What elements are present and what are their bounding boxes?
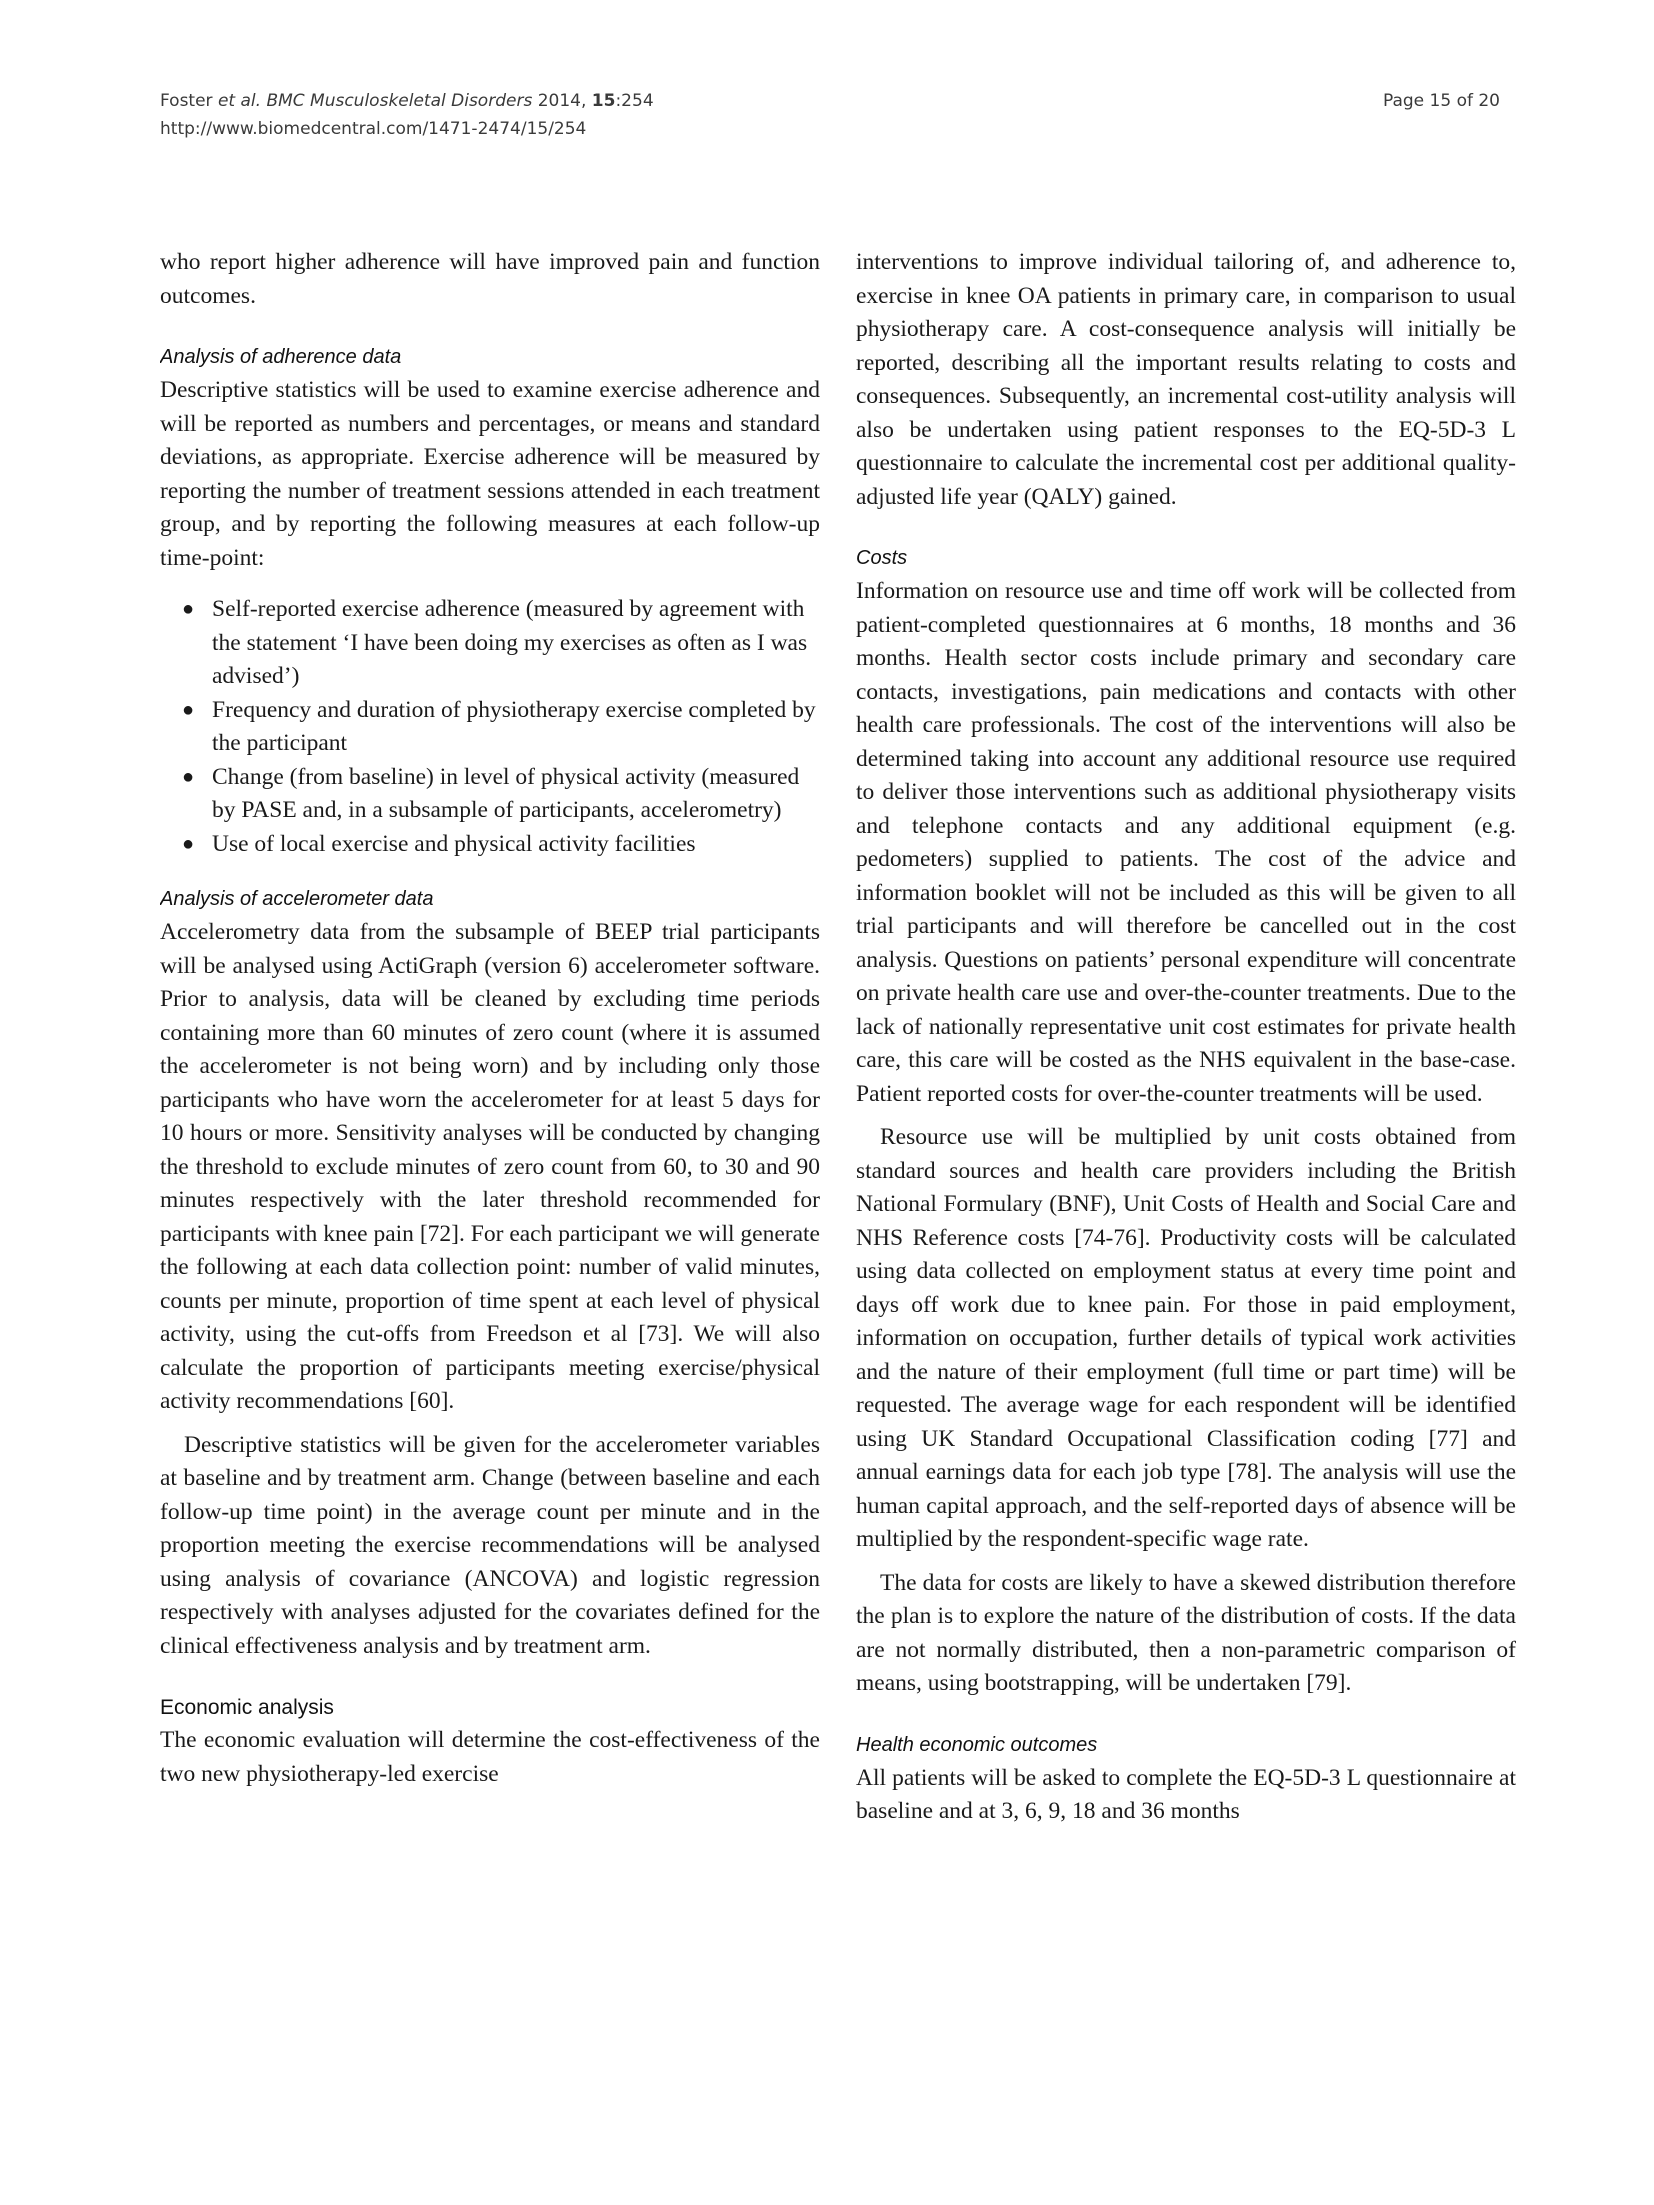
subheading-costs: Costs (856, 547, 908, 569)
paragraph-economic: The economic evaluation will determine the cost-effectiveness of the two new physiotherapy-led exercise (160, 1727, 820, 1787)
citation-authors: Foster (160, 91, 213, 111)
citation-article: :254 (615, 91, 654, 111)
bullet-icon: ● (182, 765, 195, 788)
list-item (182, 694, 820, 761)
paragraph-health-economic: All patients will be asked to complete the EQ-5D-3 L questionnaire at baseline and at 3, 6, 9, 18 and 36 months (856, 1764, 1516, 1824)
citation-volume: 15 (591, 91, 616, 111)
paragraph-adherence: Descriptive statistics will be used to examine exercise adherence and will be reported as numbers and percentages, or means and standard deviations, as appropriate. Exercise adherence will be measured by reporting the number of treatment sessions attended in each treatment group, and by reporting the following measures at each follow-up time-point: (160, 377, 820, 571)
subheading-health-economic-outcomes: Health economic outcomes (856, 1733, 1098, 1756)
list-item (182, 828, 820, 862)
citation-year: 2014, (537, 91, 587, 111)
subheading-accelerometer: Analysis of accelerometer data (160, 888, 434, 910)
paragraph-costs-2: Resource use will be multiplied by unit costs obtained from standard sources and health care providers including the British National Formulary (BNF), Unit Costs of Health and Social Care and NHS Reference costs [74-76]. Productivity costs will be calculated using data collected on employment status at every time point and days off work due to knee pain. For those in paid employment, information on occupation, further details of typical work activities and the nature of their employment (full time or part time) will be requested. The average wage for each respondent will be identified using UK Standard Occupational Classification coding [77] and annual earnings data for each job type [78]. The analysis will use the human capital approach, and the self-reported days of absence will be multiplied by the respondent-specific wage rate. (856, 1124, 1516, 1552)
paragraph-accelerometer-2: Descriptive statistics will be given for the accelerometer variables at baseline and by treatment arm. Change (between baseline and each follow-up time point) in the average count per minute and in the proportion meeting the exercise recommendations will be analysed using analysis of covariance (ANCOVA) and logistic regression respectively with analyses adjusted for the covariates defined for the clinical effectiveness analysis and by treatment arm. (160, 1431, 820, 1659)
paragraph-accelerometer-1: Accelerometry data from the subsample of BEEP trial participants will be analysed using ActiGraph (version 6) accelerometer software. Prior to analysis, data will be cleaned by excluding time periods containing more than 60 minutes of zero count (where it is assumed the accelerometer is not being worn) and by including only those participants who have worn the accelerometer for at least 5 days for 10 hours or more. Sensitivity analyses will be conducted by changing the threshold to exclude minutes of zero count from 60, to 30 and 90 minutes respectively with the later threshold recommended for participants with knee pain [72]. For each participant we will generate the following at each data collection point: number of valid minutes, counts per minute, proportion of time spent at each level of physical activity, using the cut-offs from Freedson et al [73]. We will also calculate the proportion of participants meeting exercise/physical activity recommendations [60]. (160, 919, 820, 1414)
right-column (856, 246, 1516, 2096)
running-header (160, 82, 1500, 146)
list-item-text: Self-reported exercise adherence (measured by agreement with the statement ‘I have been doing my exercises as often as I was advised’) (212, 596, 808, 689)
bullet-icon: ● (182, 698, 195, 721)
list-item-text: Change (from baseline) in level of physical activity (measured by PASE and, in a subsample of participants, accelerometry) (212, 763, 800, 823)
left-column (160, 246, 820, 2096)
subheading-adherence: Analysis of adherence data (160, 346, 402, 368)
paragraph-continued: who report higher adherence will have improved pain and function outcomes. (160, 249, 820, 309)
list-item-text: Use of local exercise and physical activity facilities (212, 830, 696, 857)
bullet-icon: ● (182, 832, 195, 855)
bullet-icon: ● (182, 598, 195, 620)
paragraph-economic-continued: interventions to improve individual tailoring of, and adherence to, exercise in knee OA patients in primary care, in comparison to usual physiotherapy care. A cost-consequence analysis will initially be reported, describing all the important results relating to costs and consequences. Subsequently, an incremental cost-utility analysis will also be undertaken using patient responses to the EQ-5D-3 L questionnaire to calculate the incremental cost per additional quality-adjusted life year (QALY) gained. (856, 249, 1516, 510)
list-item (182, 593, 820, 694)
article-url[interactable]: http://www.biomedcentral.com/1471-2474/15/254 (160, 119, 587, 139)
list-item-text: Frequency and duration of physiotherapy exercise completed by the participant (212, 696, 816, 756)
adherence-measures-list (160, 593, 820, 861)
paragraph-costs-1: Information on resource use and time off work will be collected from patient-completed questionnaires at 6 months, 18 months and 36 months. Health sector costs include primary and secondary care contacts, investigations, pain medications and contacts with other health care professionals. The cost of the interventions will also be determined taking into account any additional resource use required to deliver those interventions such as additional physiotherapy visits and telephone contacts and any additional equipment (e.g. pedometers) supplied to patients. The cost of the advice and information booklet will not be included as this will be given to all trial participants and will therefore be cancelled out in the cost analysis. Questions on patients’ personal expenditure will concentrate on private health care use and over-the-counter treatments. Due to the lack of nationally representative unit cost estimates for private health care, this care will be costed as the NHS equivalent in the base-case. Patient reported costs for over-the-counter treatments will be used. (856, 578, 1516, 1107)
page-number: Page 15 of 20 (1382, 91, 1500, 111)
list-item (182, 761, 820, 828)
citation-etal: et al. (217, 91, 262, 111)
paragraph-costs-3: The data for costs are likely to have a skewed distribution therefore the plan is to explore the nature of the distribution of costs. If the data are not normally distributed, then a non-parametric comparison of means, using bootstrapping, will be undertaken [79]. (856, 1569, 1516, 1696)
citation (160, 88, 654, 114)
heading-economic-analysis: Economic analysis (160, 1696, 334, 1719)
citation-journal: BMC Musculoskeletal Disorders (266, 91, 533, 111)
